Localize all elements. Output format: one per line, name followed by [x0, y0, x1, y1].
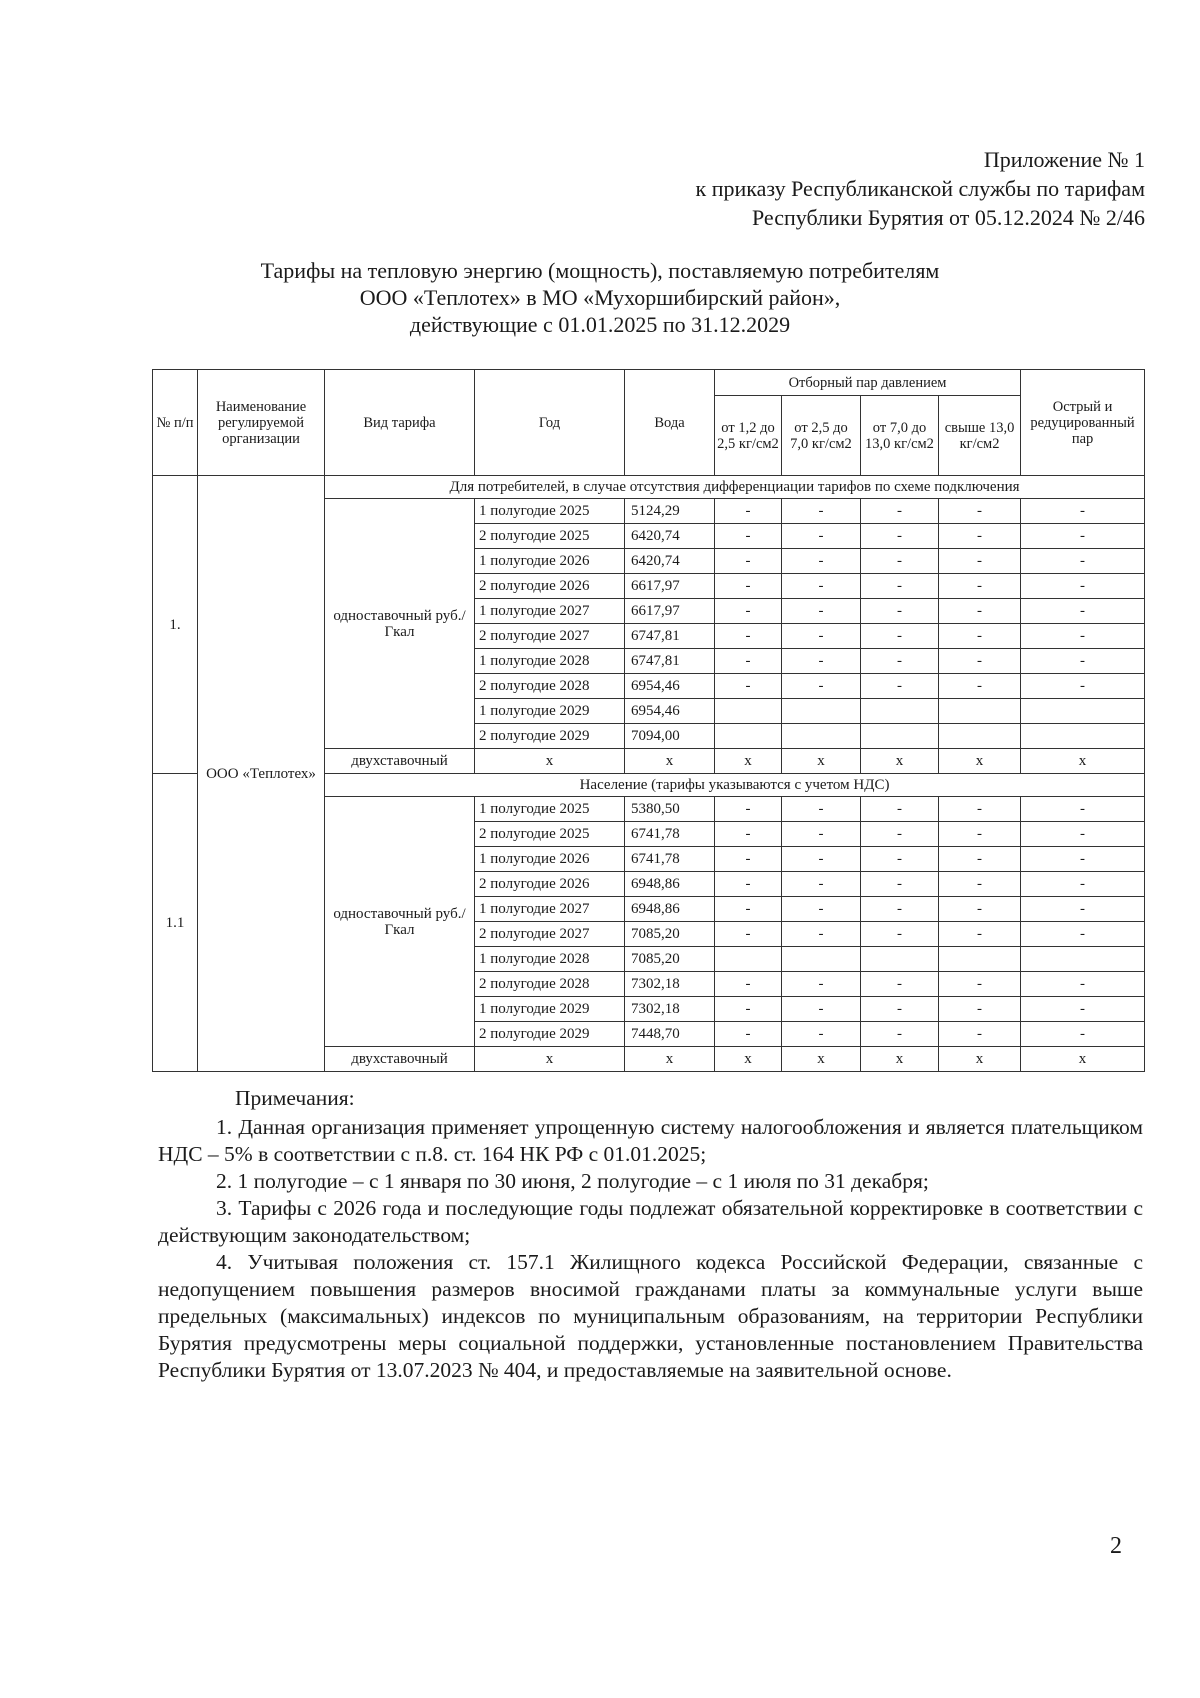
steam-value-sharp: - [1021, 624, 1145, 649]
water-value: 6617,97 [625, 599, 715, 624]
two-part-sharp: х [1021, 749, 1145, 774]
steam-value-s3: - [861, 549, 939, 574]
steam-value-s2: - [782, 972, 861, 997]
period-cell: 2 полугодие 2026 [475, 872, 625, 897]
steam-value-s4: - [939, 599, 1021, 624]
steam-value-s3: - [861, 872, 939, 897]
water-value: 6420,74 [625, 549, 715, 574]
steam-value-s1: - [715, 574, 782, 599]
steam-value-sharp: - [1021, 674, 1145, 699]
steam-value-s2: - [782, 872, 861, 897]
steam-value-s2: - [782, 499, 861, 524]
section-number: 1. [153, 476, 198, 774]
appendix-header [696, 145, 1145, 232]
two-part-s3: х [861, 749, 939, 774]
notes [158, 1085, 1143, 1384]
steam-value-s3: - [861, 797, 939, 822]
water-value: 7302,18 [625, 972, 715, 997]
steam-value-s3 [861, 699, 939, 724]
steam-value-s4: - [939, 674, 1021, 699]
header-org: Наименование регулируемой организации [198, 370, 325, 476]
water-value: 6954,46 [625, 699, 715, 724]
steam-value-sharp: - [1021, 797, 1145, 822]
appendix-line-1: Приложение № 1 [983, 147, 1145, 172]
two-part-s1: х [715, 749, 782, 774]
tariff-table [152, 369, 1145, 1072]
steam-value-s4: - [939, 822, 1021, 847]
period-cell: 2 полугодие 2027 [475, 922, 625, 947]
steam-value-sharp: - [1021, 972, 1145, 997]
steam-value-s1: - [715, 624, 782, 649]
section-number: 1.1 [153, 774, 198, 1072]
steam-value-s3: - [861, 574, 939, 599]
steam-value-s1: - [715, 897, 782, 922]
period-cell: 2 полугодие 2029 [475, 1022, 625, 1047]
two-part-s2: х [782, 749, 861, 774]
water-value: 6617,97 [625, 574, 715, 599]
water-value: 6741,78 [625, 847, 715, 872]
steam-value-s2 [782, 724, 861, 749]
note-1: 1. Данная организация применяет упрощенную систему налогообложения и является плательщиком НДС – 5% в соответствии с п.8. ст. 164 НК РФ с 01.01.2025; [158, 1115, 1143, 1166]
water-value: 6747,81 [625, 649, 715, 674]
steam-value-s2 [782, 947, 861, 972]
steam-value-s3: - [861, 499, 939, 524]
note-3: 3. Тарифы с 2026 года и последующие годы подлежат обязательной корректировке в соответствии с действующим законодательством; [158, 1196, 1143, 1247]
appendix-line-2: к приказу Республиканской службы по тарифам [695, 176, 1145, 201]
period-cell: 2 полугодие 2028 [475, 674, 625, 699]
header-sharp-steam: Острый и редуцированный пар [1021, 370, 1145, 476]
water-value: 7094,00 [625, 724, 715, 749]
steam-value-s1: - [715, 922, 782, 947]
steam-value-s2: - [782, 1022, 861, 1047]
steam-value-s1: - [715, 997, 782, 1022]
period-cell: 1 полугодие 2029 [475, 997, 625, 1022]
two-part-s1: х [715, 1047, 782, 1072]
water-value: 6747,81 [625, 624, 715, 649]
two-part-water: х [625, 1047, 715, 1072]
steam-value-s2: - [782, 624, 861, 649]
steam-value-s4: - [939, 922, 1021, 947]
header-num: № п/п [153, 370, 198, 476]
steam-value-s3: - [861, 624, 939, 649]
steam-value-s3: - [861, 1022, 939, 1047]
period-cell: 1 полугодие 2026 [475, 847, 625, 872]
two-part-year: х [475, 1047, 625, 1072]
period-cell: 1 полугодие 2025 [475, 499, 625, 524]
water-value: 6954,46 [625, 674, 715, 699]
steam-value-s4: - [939, 997, 1021, 1022]
steam-value-s2: - [782, 549, 861, 574]
section-title-row [153, 476, 1145, 499]
two-part-water: х [625, 749, 715, 774]
steam-value-s4 [939, 947, 1021, 972]
two-part-label: двухставочный [325, 749, 475, 774]
steam-value-sharp: - [1021, 1022, 1145, 1047]
steam-value-s1: - [715, 549, 782, 574]
period-cell: 1 полугодие 2027 [475, 897, 625, 922]
steam-value-s2: - [782, 599, 861, 624]
title-line-1: Тарифы на тепловую энергию (мощность), поставляемую потребителям [260, 258, 940, 283]
steam-value-s4: - [939, 897, 1021, 922]
steam-value-s3: - [861, 972, 939, 997]
steam-value-s4 [939, 699, 1021, 724]
steam-value-s1: - [715, 524, 782, 549]
steam-value-s4: - [939, 649, 1021, 674]
steam-value-s4: - [939, 499, 1021, 524]
steam-value-sharp [1021, 947, 1145, 972]
steam-value-s1: - [715, 599, 782, 624]
steam-value-sharp: - [1021, 574, 1145, 599]
steam-value-s4: - [939, 574, 1021, 599]
steam-value-sharp: - [1021, 897, 1145, 922]
water-value: 7302,18 [625, 997, 715, 1022]
water-value: 6948,86 [625, 872, 715, 897]
steam-value-s1: - [715, 649, 782, 674]
steam-value-sharp: - [1021, 997, 1145, 1022]
two-part-s4: х [939, 1047, 1021, 1072]
steam-value-s4: - [939, 972, 1021, 997]
note-4: 4. Учитывая положения ст. 157.1 Жилищного кодекса Российской Федерации, связанные с недопущением повышения размеров вносимой гражданами платы за коммунальные услуги выше предельных (максимальных) индексов по муниципальным образованиям, на территории Республики Бурятия предусмотрены меры социальной поддержки, установленные постановлением Правительства Республики Бурятия от 13.07.2023 № 404, и предоставляемые на заявительной основе. [158, 1250, 1143, 1382]
steam-value-sharp: - [1021, 847, 1145, 872]
period-cell: 2 полугодие 2029 [475, 724, 625, 749]
steam-value-s2: - [782, 797, 861, 822]
steam-value-s4: - [939, 1022, 1021, 1047]
steam-value-s1: - [715, 797, 782, 822]
water-value: 5124,29 [625, 499, 715, 524]
header-year: Год [475, 370, 625, 476]
steam-value-s2: - [782, 822, 861, 847]
steam-value-sharp: - [1021, 549, 1145, 574]
title-line-2: ООО «Теплотех» в МО «Мухоршибирский район», [359, 285, 841, 310]
steam-value-s4: - [939, 872, 1021, 897]
steam-value-s2: - [782, 847, 861, 872]
steam-value-sharp: - [1021, 922, 1145, 947]
appendix-line-3: Республики Бурятия от 05.12.2024 № 2/46 [751, 205, 1145, 230]
water-value: 7085,20 [625, 922, 715, 947]
header-tariff-type: Вид тарифа [325, 370, 475, 476]
steam-value-s2: - [782, 997, 861, 1022]
steam-value-s1 [715, 947, 782, 972]
page-number: 2 [1110, 1533, 1122, 1559]
water-value: 6948,86 [625, 897, 715, 922]
steam-value-s1: - [715, 674, 782, 699]
period-cell: 2 полугодие 2025 [475, 524, 625, 549]
steam-value-s1 [715, 699, 782, 724]
steam-value-s1: - [715, 822, 782, 847]
steam-value-s2 [782, 699, 861, 724]
steam-value-s4: - [939, 549, 1021, 574]
steam-value-sharp [1021, 699, 1145, 724]
document-title [160, 257, 1040, 338]
header-steam-group: Отборный пар давлением [715, 370, 1021, 396]
two-part-year: х [475, 749, 625, 774]
steam-value-s3: - [861, 649, 939, 674]
period-cell: 2 полугодие 2026 [475, 574, 625, 599]
period-cell: 1 полугодие 2029 [475, 699, 625, 724]
water-value: 5380,50 [625, 797, 715, 822]
steam-value-s3 [861, 947, 939, 972]
water-value: 6741,78 [625, 822, 715, 847]
steam-value-s4: - [939, 847, 1021, 872]
two-part-s4: х [939, 749, 1021, 774]
steam-value-s3: - [861, 922, 939, 947]
steam-value-s1: - [715, 1022, 782, 1047]
steam-value-s2: - [782, 674, 861, 699]
two-part-s2: х [782, 1047, 861, 1072]
steam-value-s1: - [715, 972, 782, 997]
notes-title: Примечания: [235, 1086, 355, 1110]
steam-value-s3 [861, 724, 939, 749]
header-steam-3: от 7,0 до 13,0 кг/см2 [861, 396, 939, 476]
steam-value-s2: - [782, 649, 861, 674]
period-cell: 2 полугодие 2027 [475, 624, 625, 649]
steam-value-s1 [715, 724, 782, 749]
steam-value-s2: - [782, 922, 861, 947]
one-part-tariff-label: одноставочный руб./Гкал [325, 499, 475, 749]
period-cell: 1 полугодие 2028 [475, 649, 625, 674]
steam-value-s2: - [782, 897, 861, 922]
steam-value-s3: - [861, 524, 939, 549]
steam-value-s3: - [861, 674, 939, 699]
steam-value-s3: - [861, 599, 939, 624]
steam-value-sharp [1021, 724, 1145, 749]
section-group-title: Для потребителей, в случае отсутствия дифференциации тарифов по схеме подключения [325, 476, 1145, 499]
steam-value-sharp: - [1021, 524, 1145, 549]
water-value: 7448,70 [625, 1022, 715, 1047]
period-cell: 1 полугодие 2028 [475, 947, 625, 972]
header-steam-4: свыше 13,0 кг/см2 [939, 396, 1021, 476]
steam-value-sharp: - [1021, 499, 1145, 524]
steam-value-s3: - [861, 897, 939, 922]
period-cell: 2 полугодие 2028 [475, 972, 625, 997]
steam-value-s4: - [939, 797, 1021, 822]
steam-value-s3: - [861, 822, 939, 847]
two-part-label: двухставочный [325, 1047, 475, 1072]
steam-value-s4: - [939, 524, 1021, 549]
steam-value-s2: - [782, 574, 861, 599]
steam-value-sharp: - [1021, 599, 1145, 624]
period-cell: 2 полугодие 2025 [475, 822, 625, 847]
org-name: ООО «Теплотех» [198, 476, 325, 1072]
title-line-3: действующие с 01.01.2025 по 31.12.2029 [409, 312, 791, 337]
steam-value-sharp: - [1021, 822, 1145, 847]
steam-value-s4 [939, 724, 1021, 749]
period-cell: 1 полугодие 2026 [475, 549, 625, 574]
steam-value-s2: - [782, 524, 861, 549]
steam-value-sharp: - [1021, 872, 1145, 897]
header-water: Вода [625, 370, 715, 476]
steam-value-s1: - [715, 872, 782, 897]
two-part-sharp: х [1021, 1047, 1145, 1072]
header-steam-2: от 2,5 до 7,0 кг/см2 [782, 396, 861, 476]
steam-value-sharp: - [1021, 649, 1145, 674]
section-group-title: Население (тарифы указываются с учетом НДС) [325, 774, 1145, 797]
one-part-tariff-label: одноставочный руб./Гкал [325, 797, 475, 1047]
water-value: 7085,20 [625, 947, 715, 972]
steam-value-s4: - [939, 624, 1021, 649]
steam-value-s3: - [861, 997, 939, 1022]
steam-value-s1: - [715, 499, 782, 524]
period-cell: 1 полугодие 2025 [475, 797, 625, 822]
steam-value-s3: - [861, 847, 939, 872]
water-value: 6420,74 [625, 524, 715, 549]
header-steam-1: от 1,2 до 2,5 кг/см2 [715, 396, 782, 476]
period-cell: 1 полугодие 2027 [475, 599, 625, 624]
note-2: 2. 1 полугодие – с 1 января по 30 июня, 2 полугодие – с 1 июля по 31 декабря; [216, 1169, 929, 1193]
two-part-s3: х [861, 1047, 939, 1072]
steam-value-s1: - [715, 847, 782, 872]
